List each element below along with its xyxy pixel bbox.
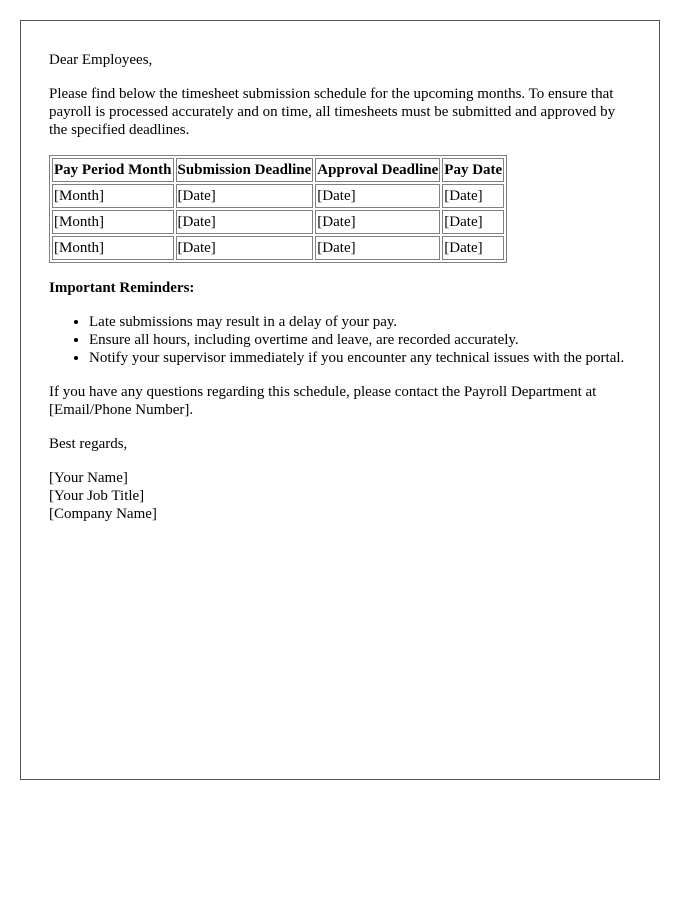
reminders-heading: Important Reminders: <box>49 280 195 296</box>
signature-block <box>49 469 631 523</box>
header-submission-deadline: Submission Deadline <box>176 158 314 182</box>
cell-month: [Month] <box>52 236 174 260</box>
cell-pay-date: [Date] <box>442 210 504 234</box>
cell-submission-date: [Date] <box>176 184 314 208</box>
signature-company: [Company Name] <box>49 506 157 522</box>
cell-submission-date: [Date] <box>176 236 314 260</box>
header-pay-date: Pay Date <box>442 158 504 182</box>
closing: Best regards, <box>49 436 128 452</box>
cell-approval-date: [Date] <box>315 184 440 208</box>
table-row <box>52 184 504 208</box>
reminders-list <box>49 313 631 367</box>
cell-pay-date: [Date] <box>442 236 504 260</box>
timesheet-schedule-table <box>49 155 507 263</box>
contact-paragraph: If you have any questions regarding this schedule, please contact the Payroll Department at [Email/Phone Number]. <box>49 384 597 418</box>
list-item: • Ensure all hours, including overtime and leave, are recorded accurately. <box>89 331 631 349</box>
header-approval-deadline: Approval Deadline <box>315 158 440 182</box>
greeting: Dear Employees, <box>49 52 153 68</box>
signature-title: [Your Job Title] <box>49 488 145 504</box>
intro-paragraph: Please find below the timesheet submission schedule for the upcoming months. To ensure that payroll is processed accurately and on time, all timesheets must be submitted and approved by the specified deadlines. <box>49 86 616 138</box>
cell-approval-date: [Date] <box>315 210 440 234</box>
cell-month: [Month] <box>52 210 174 234</box>
cell-pay-date: [Date] <box>442 184 504 208</box>
cell-submission-date: [Date] <box>176 210 314 234</box>
table-row <box>52 236 504 260</box>
table-header-row <box>52 158 504 182</box>
signature-name: [Your Name] <box>49 470 128 486</box>
table-row <box>52 210 504 234</box>
cell-month: [Month] <box>52 184 174 208</box>
letter-frame <box>20 20 660 780</box>
list-item: • Notify your supervisor immediately if you encounter any technical issues with the portal. <box>89 349 631 367</box>
cell-approval-date: [Date] <box>315 236 440 260</box>
header-pay-period-month: Pay Period Month <box>52 158 174 182</box>
list-item: • Late submissions may result in a delay of your pay. <box>89 313 631 331</box>
